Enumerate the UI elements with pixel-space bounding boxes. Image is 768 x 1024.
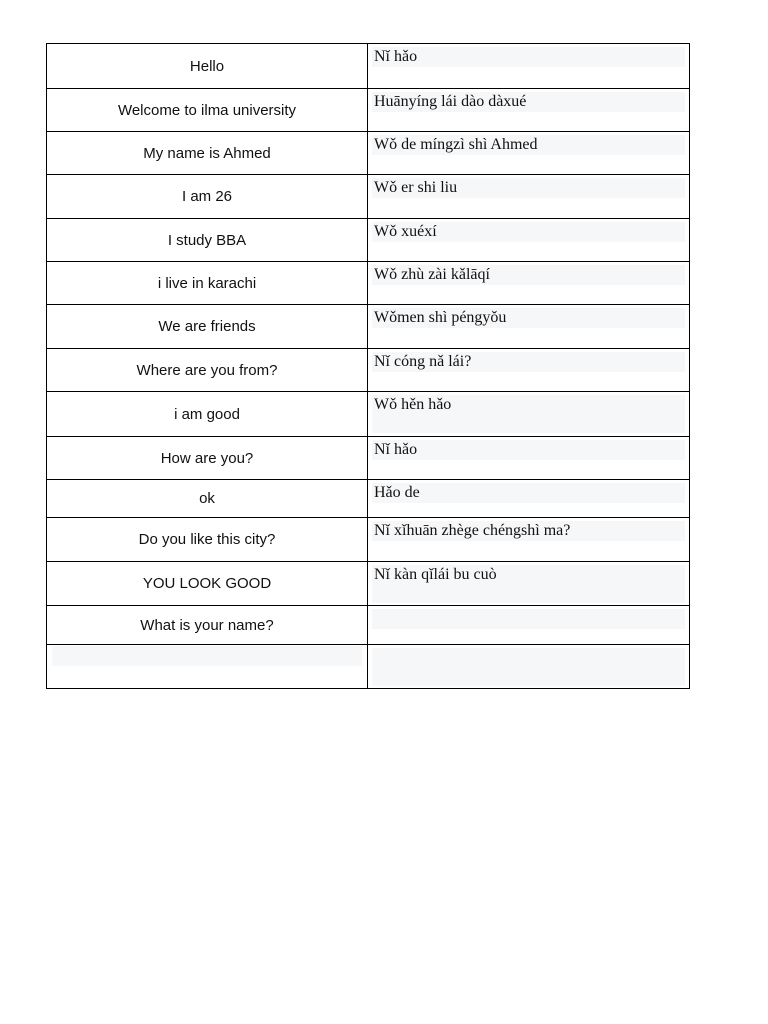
- table-row: [47, 305, 690, 349]
- table-row: [47, 562, 690, 606]
- pinyin-text: Nǐ hǎo: [372, 440, 685, 460]
- english-phrase-cell: Where are you from?: [47, 349, 368, 392]
- pinyin-translation-cell: [368, 645, 690, 689]
- english-phrase-cell: YOU LOOK GOOD: [47, 562, 368, 606]
- table-row: [47, 518, 690, 562]
- pinyin-text: Wǒ zhù zài kǎlāqí: [372, 265, 685, 285]
- pinyin-translation-cell: [368, 262, 690, 305]
- english-phrase-cell: i live in karachi: [47, 262, 368, 305]
- pinyin-translation-cell: [368, 606, 690, 645]
- table-row: [47, 44, 690, 89]
- english-phrase-cell: I study BBA: [47, 219, 368, 262]
- table-row: [47, 480, 690, 518]
- pinyin-translation-cell: [368, 562, 690, 606]
- english-phrase-cell: We are friends: [47, 305, 368, 349]
- pinyin-text: [372, 609, 685, 629]
- table-row: [47, 392, 690, 437]
- table-row: [47, 262, 690, 305]
- english-phrase-cell: Welcome to ilma university: [47, 89, 368, 132]
- english-phrase-cell: i am good: [47, 392, 368, 437]
- table-row: [47, 219, 690, 262]
- pinyin-translation-cell: [368, 437, 690, 480]
- table-row: [47, 132, 690, 175]
- pinyin-text: Hǎo de: [372, 483, 685, 503]
- table-row: [47, 89, 690, 132]
- english-phrase-cell: How are you?: [47, 437, 368, 480]
- pinyin-translation-cell: [368, 349, 690, 392]
- pinyin-text: Huānyíng lái dào dàxué: [372, 92, 685, 112]
- pinyin-translation-cell: [368, 305, 690, 349]
- pinyin-text: Nǐ kàn qǐlái bu cuò: [372, 565, 685, 603]
- pinyin-translation-cell: [368, 44, 690, 89]
- table-row: [47, 606, 690, 645]
- english-phrase-cell: What is your name?: [47, 606, 368, 645]
- pinyin-translation-cell: [368, 392, 690, 437]
- pinyin-text: Wǒmen shì péngyǒu: [372, 308, 685, 328]
- phrase-table: [46, 43, 690, 689]
- english-phrase-cell: Do you like this city?: [47, 518, 368, 562]
- table-row: [47, 175, 690, 219]
- pinyin-text: Wǒ hěn hǎo: [372, 395, 685, 433]
- english-phrase-cell: I am 26: [47, 175, 368, 219]
- english-phrase-cell: ok: [47, 480, 368, 518]
- pinyin-text: [372, 648, 685, 686]
- pinyin-text: Nǐ hǎo: [372, 47, 685, 67]
- pinyin-text: Wǒ er shi liu: [372, 178, 685, 198]
- pinyin-translation-cell: [368, 518, 690, 562]
- english-phrase-cell: Hello: [47, 44, 368, 89]
- pinyin-translation-cell: [368, 89, 690, 132]
- pinyin-translation-cell: [368, 175, 690, 219]
- pinyin-text: Nǐ xǐhuān zhège chéngshì ma?: [372, 521, 685, 541]
- table-row: [47, 349, 690, 392]
- pinyin-translation-cell: [368, 219, 690, 262]
- english-phrase-cell: My name is Ahmed: [47, 132, 368, 175]
- empty-cell-shading: [52, 646, 362, 666]
- pinyin-text: Wǒ de míngzì shì Ahmed: [372, 135, 685, 155]
- pinyin-translation-cell: [368, 132, 690, 175]
- table-row: [47, 437, 690, 480]
- pinyin-text: Wǒ xuéxí: [372, 222, 685, 242]
- pinyin-text: Nǐ cóng nǎ lái?: [372, 352, 685, 372]
- pinyin-translation-cell: [368, 480, 690, 518]
